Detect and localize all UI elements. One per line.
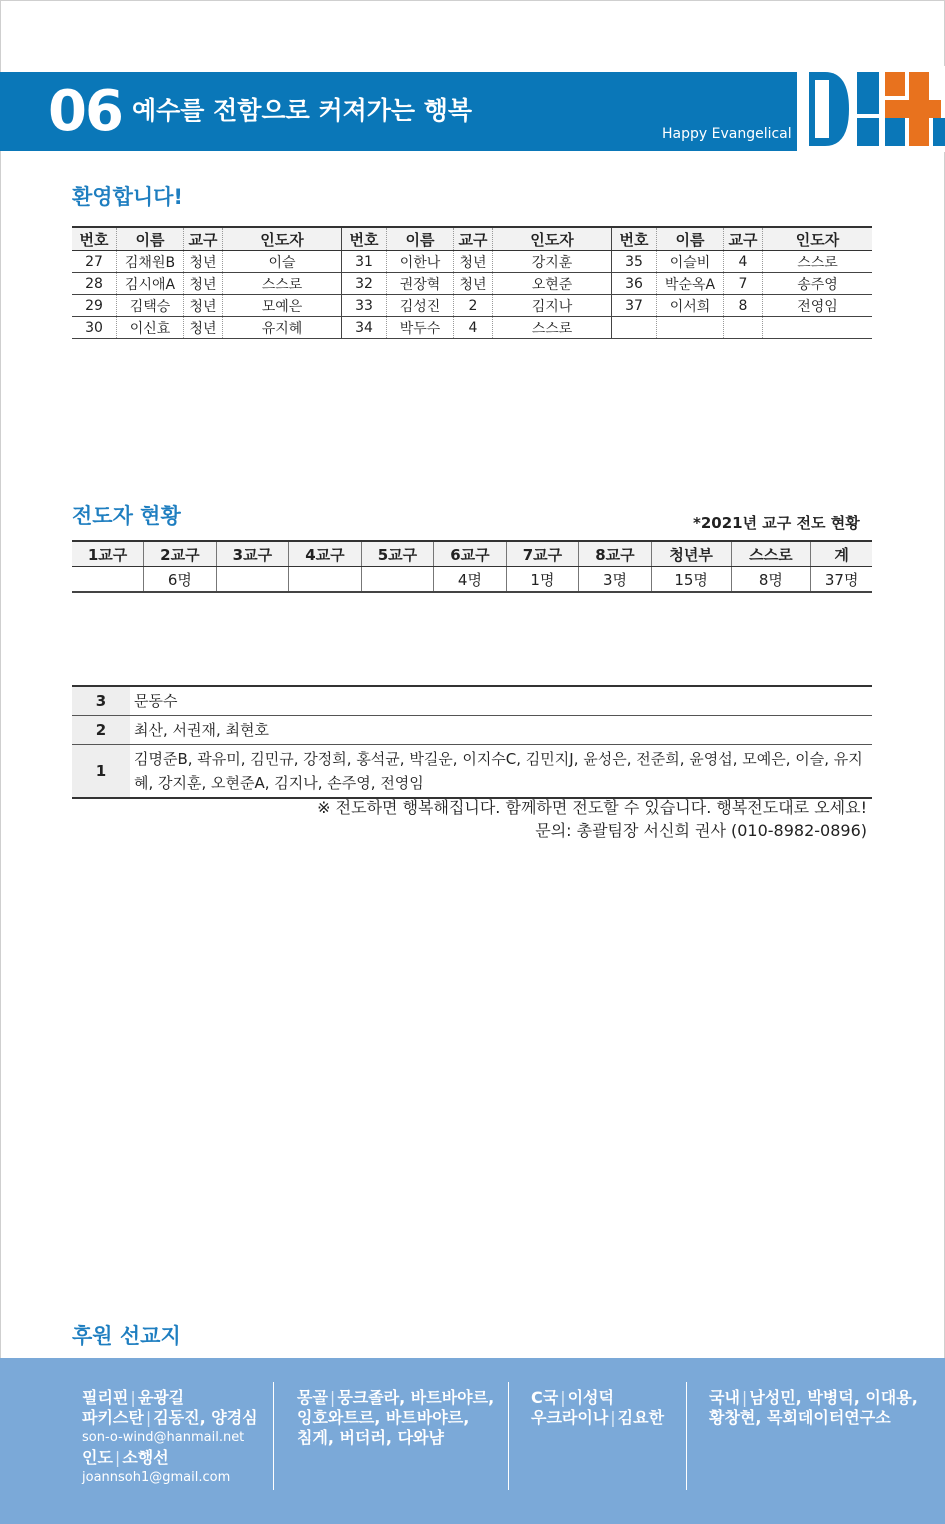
cell-name: 이서희: [657, 295, 724, 317]
cell-count: 1명: [506, 567, 579, 593]
cell-number: [612, 317, 657, 339]
mission-column-1: 필리핀 | 윤광길 파키스탄 | 김동진, 양경심 son-o-wind@hanmail.net 인도 | 소행선 joannsoh1@gmail.com: [82, 1388, 258, 1488]
col-header-total: 계: [811, 541, 872, 567]
page-number: 06: [48, 79, 122, 144]
header-subtitle: Happy Evangelical: [662, 126, 792, 142]
cell-count: [289, 567, 362, 593]
ranking-row: [72, 745, 872, 799]
cell-guide: 김지나: [493, 295, 612, 317]
cell-name: 권장혁: [387, 273, 454, 295]
ranking-level: 1: [72, 745, 130, 799]
cell-name: 이신효: [117, 317, 184, 339]
cell-name: 이한나: [387, 251, 454, 273]
missionary-names: 잉호와트르, 바트바야르,: [297, 1408, 470, 1427]
mission-email: son-o-wind@hanmail.net: [82, 1430, 245, 1445]
column-divider: [273, 1382, 274, 1490]
cell-count: 4명: [434, 567, 507, 593]
missionary-names: 뭉크졸라, 바트바야르,: [337, 1388, 495, 1407]
table-row: [72, 317, 872, 339]
col-header-district: 5교구: [361, 541, 434, 567]
col-header-number: 번호: [342, 227, 387, 251]
cell-guide: 강지훈: [493, 251, 612, 273]
cell-number: 28: [72, 273, 117, 295]
mission-country: 필리핀: [82, 1388, 129, 1407]
cell-guide: 유지혜: [223, 317, 342, 339]
cell-guide: 이슬: [223, 251, 342, 273]
cell-name: 김시애A: [117, 273, 184, 295]
cell-total: 37명: [811, 567, 872, 593]
cell-guide: 송주영: [763, 273, 873, 295]
cell-number: 35: [612, 251, 657, 273]
col-header-district: 4교구: [289, 541, 362, 567]
cell-name: 김채원B: [117, 251, 184, 273]
ranking-row: [72, 716, 872, 745]
evangelists-header-row: [72, 541, 872, 567]
mission-column-3: C국 | 이성덕 우크라이나 | 김요한: [531, 1388, 665, 1427]
mission-country: 국내: [709, 1388, 740, 1407]
cell-district: 8: [724, 295, 763, 317]
cell-count: 3명: [579, 567, 652, 593]
notice-line: ※ 전도하면 행복해집니다. 함께하면 전도할 수 있습니다. 행복전도대로 오세요!: [317, 798, 867, 817]
cell-district: 2: [454, 295, 493, 317]
column-divider: [508, 1382, 509, 1490]
col-header-self: 스스로: [731, 541, 811, 567]
cell-district: 청년: [454, 251, 493, 273]
missionary-names: 황창현, 목회데이터연구소: [709, 1408, 891, 1427]
col-header-name: 이름: [657, 227, 724, 251]
cell-number: 36: [612, 273, 657, 295]
col-header-district: 1교구: [72, 541, 144, 567]
cell-district: [724, 317, 763, 339]
mission-country: 파키스탄: [82, 1408, 144, 1427]
table-row: [72, 251, 872, 273]
cell-district: 청년: [184, 295, 223, 317]
cell-number: 37: [612, 295, 657, 317]
cell-guide: 스스로: [493, 317, 612, 339]
table-row: [72, 273, 872, 295]
cell-name: 박순옥A: [657, 273, 724, 295]
mission-country: C국: [531, 1388, 559, 1407]
col-header-guide: 인도자: [763, 227, 873, 251]
cell-count: [72, 567, 144, 593]
ranking-level: 2: [72, 716, 130, 745]
missionary-names: 김요한: [617, 1408, 665, 1427]
cell-number: 27: [72, 251, 117, 273]
table-row: [72, 295, 872, 317]
cell-district: 청년: [184, 317, 223, 339]
welcome-header-row: [72, 227, 872, 251]
cell-count: 6명: [144, 567, 217, 593]
col-header-guide: 인도자: [223, 227, 342, 251]
missionary-names: 소행선: [122, 1448, 169, 1467]
col-header-district: 6교구: [434, 541, 507, 567]
ranking-level: 3: [72, 686, 130, 716]
col-header-district: 2교구: [144, 541, 217, 567]
ranking-names: 김명준B, 곽유미, 김민규, 강정희, 홍석균, 박길운, 이지수C, 김민지J, 윤성은, 전준희, 윤영섭, 모예은, 이슬, 유지혜, 강지훈, 오현준A, 김지나, 손주영, 전영임: [130, 745, 872, 799]
cell-name: 김성진: [387, 295, 454, 317]
ranking-names: 문동수: [130, 686, 872, 716]
ranking-row: [72, 686, 872, 716]
col-header-district: 7교구: [506, 541, 579, 567]
col-header-name: 이름: [387, 227, 454, 251]
cell-guide: [763, 317, 873, 339]
mission-column-2: 몽골 | 뭉크졸라, 바트바야르, 잉호와트르, 바트바야르, 침게, 버더러, 다와냠: [297, 1388, 495, 1447]
col-header-number: 번호: [72, 227, 117, 251]
cell-name: 이슬비: [657, 251, 724, 273]
contact-line: 문의: 총괄팀장 서신희 권사 (010-8982-0896): [535, 821, 867, 840]
evangelists-title: 전도자 현황: [72, 504, 181, 528]
cell-count: 8명: [731, 567, 811, 593]
mission-country: 몽골: [297, 1388, 328, 1407]
missions-footer: [0, 1358, 945, 1524]
page-title: 예수를 전함으로 커져가는 행복: [132, 96, 473, 125]
col-header-district: 교구: [184, 227, 223, 251]
cell-number: 34: [342, 317, 387, 339]
missionary-names: 윤광길: [137, 1388, 185, 1407]
welcome-table: [72, 226, 872, 339]
ranking-names: 최산, 서권재, 최현호: [130, 716, 872, 745]
cell-district: 청년: [454, 273, 493, 295]
col-header-name: 이름: [117, 227, 184, 251]
cell-district: 4: [454, 317, 493, 339]
cell-count: 15명: [651, 567, 731, 593]
cell-name: 김택승: [117, 295, 184, 317]
ranking-table: [72, 685, 872, 799]
cell-count: [216, 567, 289, 593]
cell-guide: 스스로: [223, 273, 342, 295]
cell-guide: 오현준: [493, 273, 612, 295]
missionary-names: 김동진, 양경심: [153, 1408, 258, 1427]
notice-block: [317, 796, 867, 842]
col-header-district: 교구: [454, 227, 493, 251]
cell-guide: 전영임: [763, 295, 873, 317]
evangelists-note: *2021년 교구 전도 현황: [693, 514, 860, 532]
col-header-district: 교구: [724, 227, 763, 251]
cell-district: 청년: [184, 273, 223, 295]
cell-number: 30: [72, 317, 117, 339]
cell-number: 29: [72, 295, 117, 317]
cell-district: 7: [724, 273, 763, 295]
col-header-number: 번호: [612, 227, 657, 251]
evangelists-table: [72, 540, 872, 593]
mission-country: 우크라이나: [531, 1408, 609, 1427]
cell-guide: 스스로: [763, 251, 873, 273]
welcome-title: 환영합니다!: [72, 185, 184, 209]
missionary-names: 침게, 버더러, 다와냠: [297, 1428, 444, 1447]
mission-column-4: 국내 | 남성민, 박병덕, 이대용, 황창현, 목회데이터연구소: [709, 1388, 918, 1427]
cell-name: 박두수: [387, 317, 454, 339]
cell-count: [361, 567, 434, 593]
col-header-youth: 청년부: [651, 541, 731, 567]
col-header-guide: 인도자: [493, 227, 612, 251]
cell-name: [657, 317, 724, 339]
mission-country: 인도: [82, 1448, 113, 1467]
cell-number: 31: [342, 251, 387, 273]
cell-number: 32: [342, 273, 387, 295]
missionary-names: 남성민, 박병덕, 이대용,: [749, 1388, 918, 1407]
missions-title: 후원 선교지: [72, 1324, 181, 1348]
cell-district: 청년: [184, 251, 223, 273]
missionary-names: 이성덕: [567, 1388, 614, 1407]
church-logo-icon: [797, 66, 945, 152]
column-divider: [686, 1382, 687, 1490]
cell-district: 4: [724, 251, 763, 273]
col-header-district: 3교구: [216, 541, 289, 567]
evangelists-values-row: [72, 567, 872, 593]
col-header-district: 8교구: [579, 541, 652, 567]
mission-email: joannsoh1@gmail.com: [82, 1470, 231, 1485]
cell-number: 33: [342, 295, 387, 317]
cell-guide: 모예은: [223, 295, 342, 317]
